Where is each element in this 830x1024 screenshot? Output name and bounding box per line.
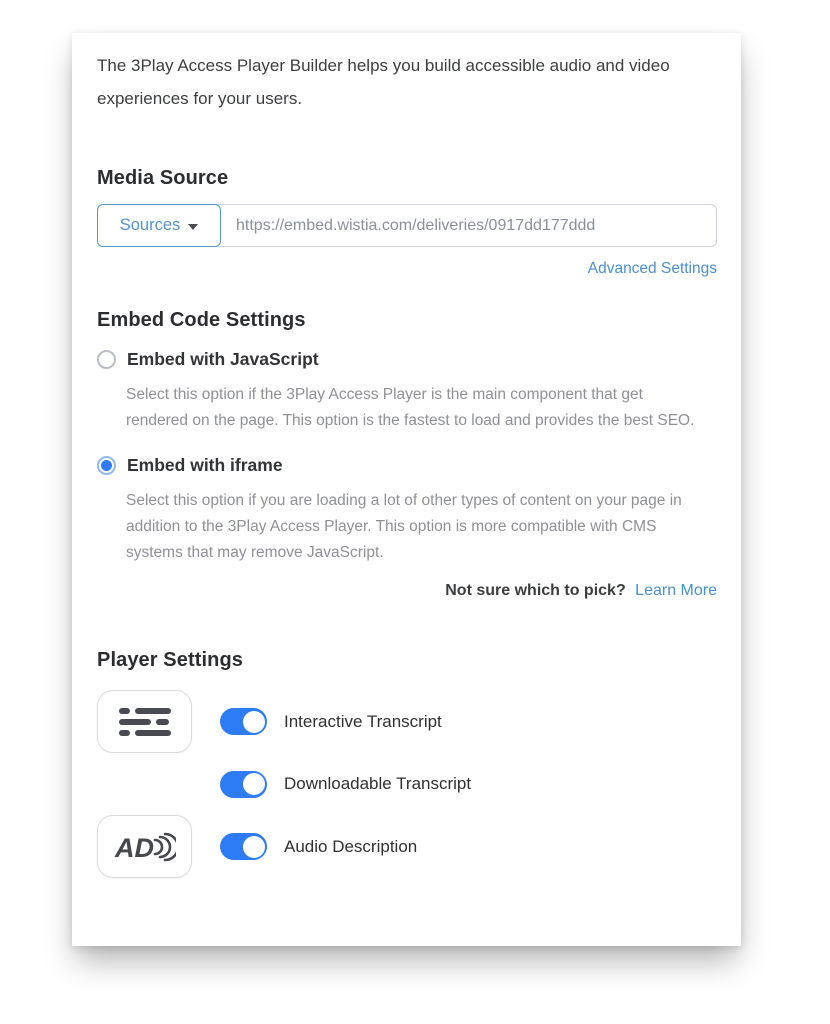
intro-text: The 3Play Access Player Builder helps you build accessible audio and video experiences for your users. <box>97 56 670 108</box>
chevron-down-icon <box>188 224 198 230</box>
embed-code-settings-heading: Embed Code Settings <box>97 309 306 331</box>
media-source-input-group <box>97 204 717 247</box>
advanced-settings-row <box>97 260 717 278</box>
learn-more-link[interactable]: Learn More <box>635 582 717 599</box>
sources-dropdown[interactable] <box>97 204 221 247</box>
help-prompt: Not sure which to pick? <box>445 582 626 599</box>
player-settings-heading: Player Settings <box>97 649 244 671</box>
audio-description-icon <box>97 815 192 878</box>
embed-iframe-label[interactable]: Embed with iframe <box>127 455 283 475</box>
toggle-downloadable-transcript[interactable] <box>220 771 267 798</box>
embed-javascript-option <box>97 349 717 370</box>
radio-embed-iframe[interactable] <box>97 456 116 475</box>
advanced-settings-link[interactable]: Advanced Settings <box>587 260 717 277</box>
player-builder-card <box>72 33 741 946</box>
embed-iframe-description: Select this option if you are loading a lot of other types of content on your page in addition to the 3Play Access Player. This option is more compatible with CMS systems that may remove JavaScript. <box>126 492 682 561</box>
downloadable-transcript-label[interactable]: Downloadable Transcript <box>284 774 472 793</box>
audio-description-row <box>97 815 717 878</box>
interactive-transcript-label[interactable]: Interactive Transcript <box>284 711 442 731</box>
toggle-audio-description[interactable] <box>220 833 267 860</box>
embed-iframe-option <box>97 455 717 476</box>
embed-javascript-description: Select this option if the 3Play Access Player is the main component that get rendered on the page. This option is the fastest to load and provides the best SEO. <box>126 386 695 429</box>
radio-embed-javascript[interactable] <box>97 350 116 369</box>
sources-dropdown-label: Sources <box>119 216 181 234</box>
audio-description-label[interactable]: Audio Description <box>284 836 418 856</box>
ad-icon-text: AD <box>114 832 154 863</box>
downloadable-transcript-row <box>97 764 717 804</box>
transcript-lines-icon <box>97 690 192 753</box>
toggle-interactive-transcript[interactable] <box>220 708 267 735</box>
embed-help-row <box>97 582 717 600</box>
interactive-transcript-row <box>97 690 717 753</box>
embed-javascript-label[interactable]: Embed with JavaScript <box>127 349 319 369</box>
media-source-heading: Media Source <box>97 167 229 189</box>
